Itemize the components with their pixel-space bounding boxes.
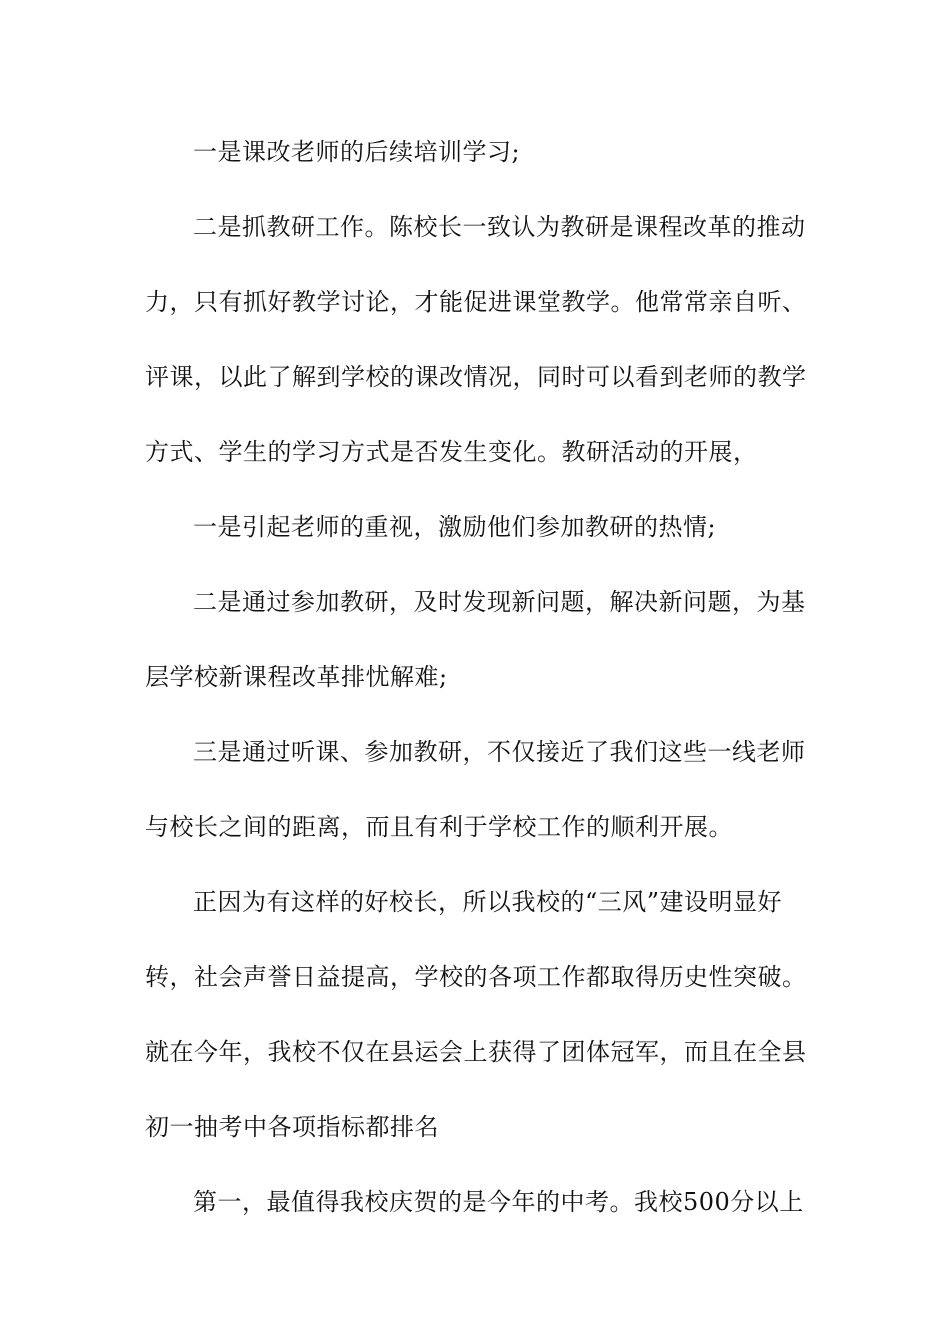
paragraph-line: 二是抓教研工作。陈校长一致认为教研是课程改革的推动	[193, 213, 806, 241]
paragraph-line: 转，社会声誉日益提高，学校的各项工作都取得历史性突破。	[145, 963, 807, 991]
paragraph-line: 方式、学生的学习方式是否发生变化。教研活动的开展，	[145, 438, 758, 466]
paragraph-line: 二是通过参加教研，及时发现新问题，解决新问题，为基	[193, 588, 806, 616]
paragraph-line: 层学校新课程改革排忧解难;	[145, 663, 448, 691]
paragraph-line: 一是课改老师的后续培训学习;	[193, 138, 521, 166]
paragraph-line: 三是通过听课、参加教研，不仅接近了我们这些一线老师	[193, 738, 806, 766]
paragraph-line: 评课，以此了解到学校的课改情况，同时可以看到老师的教学	[145, 363, 807, 391]
paragraph-line: 初一抽考中各项指标都排名	[145, 1113, 439, 1141]
paragraph-line: 与校长之间的距离，而且有利于学校工作的顺利开展。	[145, 813, 733, 841]
paragraph-line: 一是引起老师的重视，激励他们参加教研的热情;	[193, 513, 717, 541]
paragraph-line: 正因为有这样的好校长，所以我校的“三风”建设明显好	[193, 888, 783, 916]
paragraph-line: 就在今年，我校不仅在县运会上获得了团体冠军，而且在全县	[145, 1038, 807, 1066]
paragraph-line: 第一，最值得我校庆贺的是今年的中考。我校500分以上	[193, 1188, 804, 1216]
paragraph-line: 力，只有抓好教学讨论，才能促进课堂教学。他常常亲自听、	[145, 288, 807, 316]
